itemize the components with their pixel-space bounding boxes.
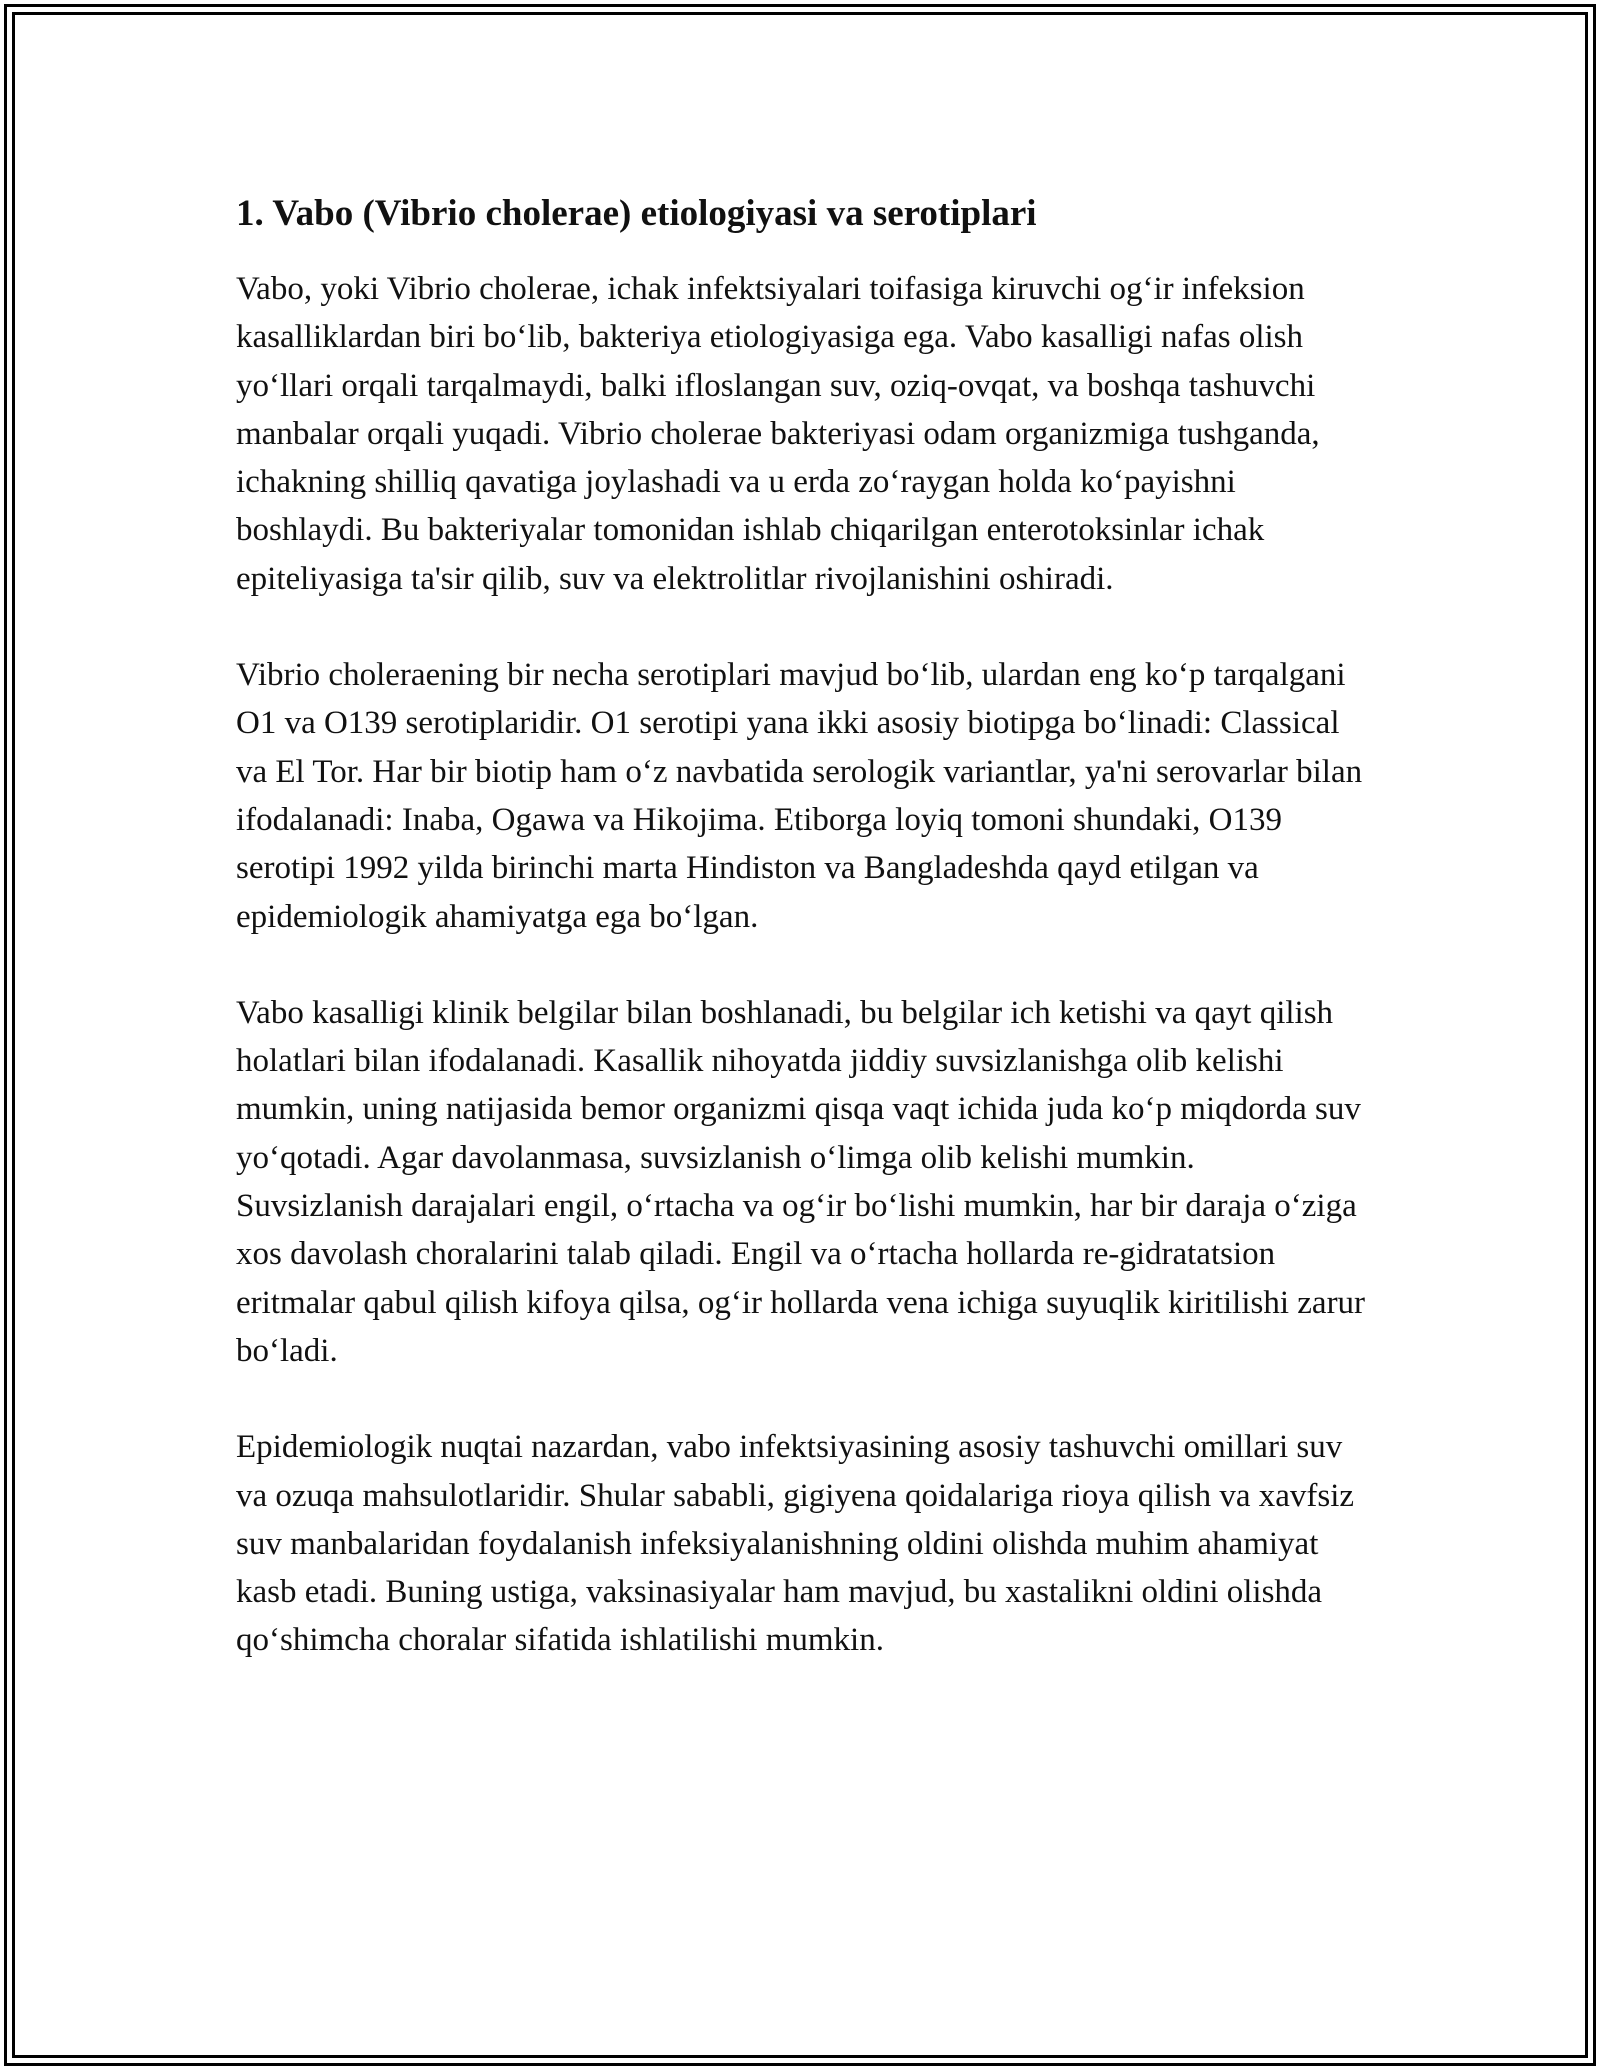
- paragraph-etiology: Vabo, yoki Vibrio cholerae, ichak infektsiyalari toifasiga kiruvchi og‘ir infeksion kasalliklardan biri bo‘lib, bakteriya etiologiyasiga ega. Vabo kasalligi nafas olish yo‘llari orqali tarqalmaydi, balki ifloslangan suv, oziq-ovqat, va boshqa tashuvchi manbalar orqali yuqadi. Vibrio cholerae bakteriyasi odam organizmiga tushganda, ichakning shilliq qavatiga joylashadi va u erda zo‘raygan holda ko‘payishni boshlaydi. Bu bakteriyalar tomonidan ishlab chiqarilgan enterotoksinlar ichak epiteliyasiga ta'sir qilib, suv va elektrolitlar rivojlanishini oshiradi.: [236, 271, 1320, 597]
- paragraph-serotypes: Vibrio choleraening bir necha serotiplari mavjud bo‘lib, ulardan eng ko‘p tarqalgani O1 va O139 serotiplaridir. O1 serotipi yana ikki asosiy biotipga bo‘linadi: Classical va El Tor. Har bir biotip ham o‘z navbatida serologik variantlar, ya'ni serovarlar bilan ifodalanadi: Inaba, Ogawa va Hikojima. Etiborga loyiq tomoni shundaki, O139 serotipi 1992 yilda birinchi marta Hindiston va Bangladeshda qayd etilgan va epidemiologik ahamiyatga ega bo‘lgan.: [236, 657, 1363, 935]
- document-title: 1. Vabo (Vibrio cholerae) etiologiyasi va serotiplari: [236, 193, 1037, 234]
- document-body: [236, 185, 1366, 1713]
- paragraph-epidemiology: Epidemiologik nuqtai nazardan, vabo infektsiyasining asosiy tashuvchi omillari suv va ozuqa mahsulotlaridir. Shular sababli, gigiyena qoidalariga rioya qilish va xavfsiz suv manbalaridan foydalanish infeksiyalanishning oldini olishda muhim ahamiyat kasb etadi. Buning ustiga, vaksinasiyalar ham mavjud, bu xastalikni oldini olishda qo‘shimcha choralar sifatida ishlatilishi mumkin.: [236, 1429, 1355, 1659]
- paragraph-clinical-signs: Vabo kasalligi klinik belgilar bilan boshlanadi, bu belgilar ich ketishi va qayt qilish holatlari bilan ifodalanadi. Kasallik nihoyatda jiddiy suvsizlanishga olib kelishi mumkin, uning natijasida bemor organizmi qisqa vaqt ichida juda ko‘p miqdorda suv yo‘qotadi. Agar davolanmasa, suvsizlanish o‘limga olib kelishi mumkin. Suvsizlanish darajalari engil, o‘rtacha va og‘ir bo‘lishi mumkin, har bir daraja o‘ziga xos davolash choralarini talab qiladi. Engil va o‘rtacha hollarda re-gidratatsion eritmalar qabul qilish kifoya qilsa, og‘ir hollarda vena ichiga suyuqlik kiritilishi zarur bo‘ladi.: [236, 994, 1366, 1369]
